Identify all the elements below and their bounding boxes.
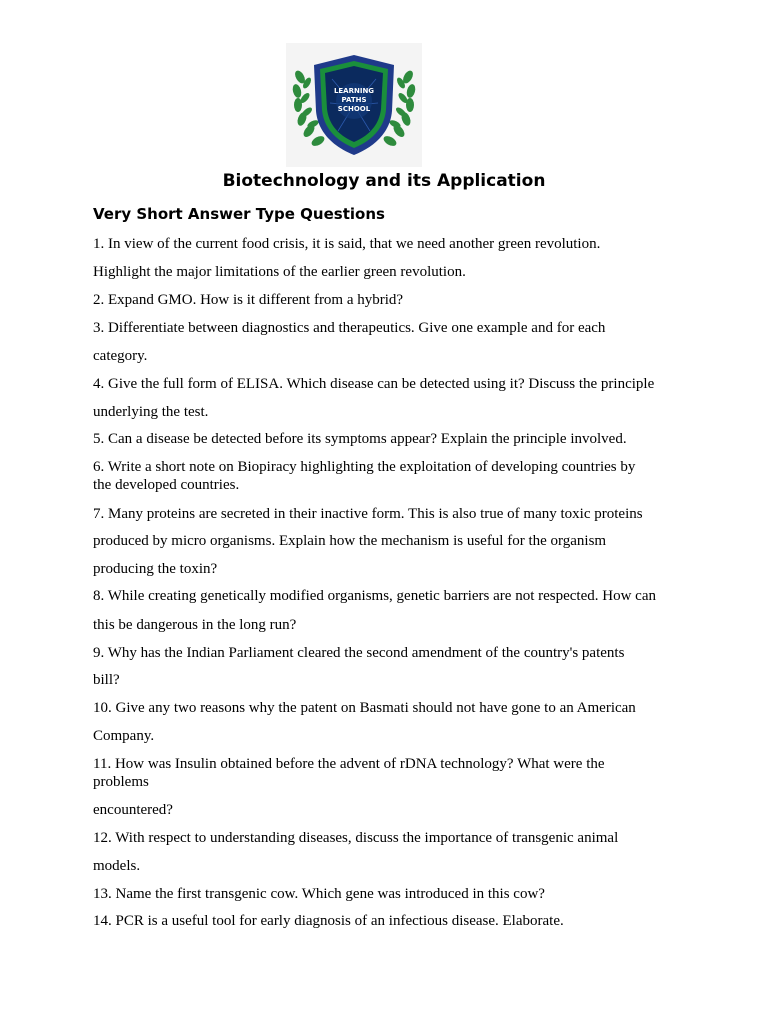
question-9-line-2: bill? xyxy=(93,672,120,688)
question-3-line-2: category. xyxy=(93,348,148,364)
question-6-line-2: the developed countries. xyxy=(93,477,240,493)
question-7-line-2: produced by micro organisms. Explain how the mechanism is useful for the organism xyxy=(93,533,607,549)
question-1-line-1: 1. In view of the current food crisis, it is said, that we need another green revolution. xyxy=(93,236,601,252)
school-logo xyxy=(286,43,422,167)
page-title: Biotechnology and its Application xyxy=(222,171,546,191)
shield-logo-icon xyxy=(286,43,422,167)
question-1-line-2: Highlight the major limitations of the earlier green revolution. xyxy=(93,264,466,280)
question-6-line-1: 6. Write a short note on Biopiracy highlighting the exploitation of developing countries by xyxy=(93,459,636,475)
question-10-line-2: Company. xyxy=(93,728,155,744)
question-11-line-2: problems xyxy=(93,774,149,790)
question-7-line-1: 7. Many proteins are secreted in their inactive form. This is also true of many toxic proteins xyxy=(93,506,643,522)
question-12-line-1: 12. With respect to understanding diseases, discuss the importance of transgenic animal xyxy=(93,830,619,846)
svg-text:PATHS: PATHS xyxy=(341,96,367,104)
question-4-line-1: 4. Give the full form of ELISA. Which disease can be detected using it? Discuss the principle xyxy=(93,376,655,392)
section-heading: Very Short Answer Type Questions xyxy=(93,205,385,223)
question-10-line-1: 10. Give any two reasons why the patent on Basmati should not have gone to an American xyxy=(93,700,636,716)
question-7-line-3: producing the toxin? xyxy=(93,561,218,577)
svg-text:LEARNING: LEARNING xyxy=(333,87,375,95)
question-9-line-1: 9. Why has the Indian Parliament cleared the second amendment of the country's patents xyxy=(93,645,625,661)
question-14-line-1: 14. PCR is a useful tool for early diagnosis of an infectious disease. Elaborate. xyxy=(93,913,564,929)
question-8-line-2: this be dangerous in the long run? xyxy=(93,617,297,633)
question-2-line-1: 2. Expand GMO. How is it different from a hybrid? xyxy=(93,292,404,308)
svg-text:SCHOOL: SCHOOL xyxy=(337,105,371,113)
question-8-line-1: 8. While creating genetically modified organisms, genetic barriers are not respected. How can xyxy=(93,588,656,604)
question-5-line-1: 5. Can a disease be detected before its symptoms appear? Explain the principle involved. xyxy=(93,431,627,447)
question-11-line-1: 11. How was Insulin obtained before the advent of rDNA technology? What were the xyxy=(93,756,605,772)
question-4-line-2: underlying the test. xyxy=(93,404,209,420)
question-3-line-1: 3. Differentiate between diagnostics and therapeutics. Give one example and for each xyxy=(93,320,606,336)
question-13-line-1: 13. Name the first transgenic cow. Which gene was introduced in this cow? xyxy=(93,886,545,902)
question-12-line-2: models. xyxy=(93,858,141,874)
question-11-line-3: encountered? xyxy=(93,802,173,818)
